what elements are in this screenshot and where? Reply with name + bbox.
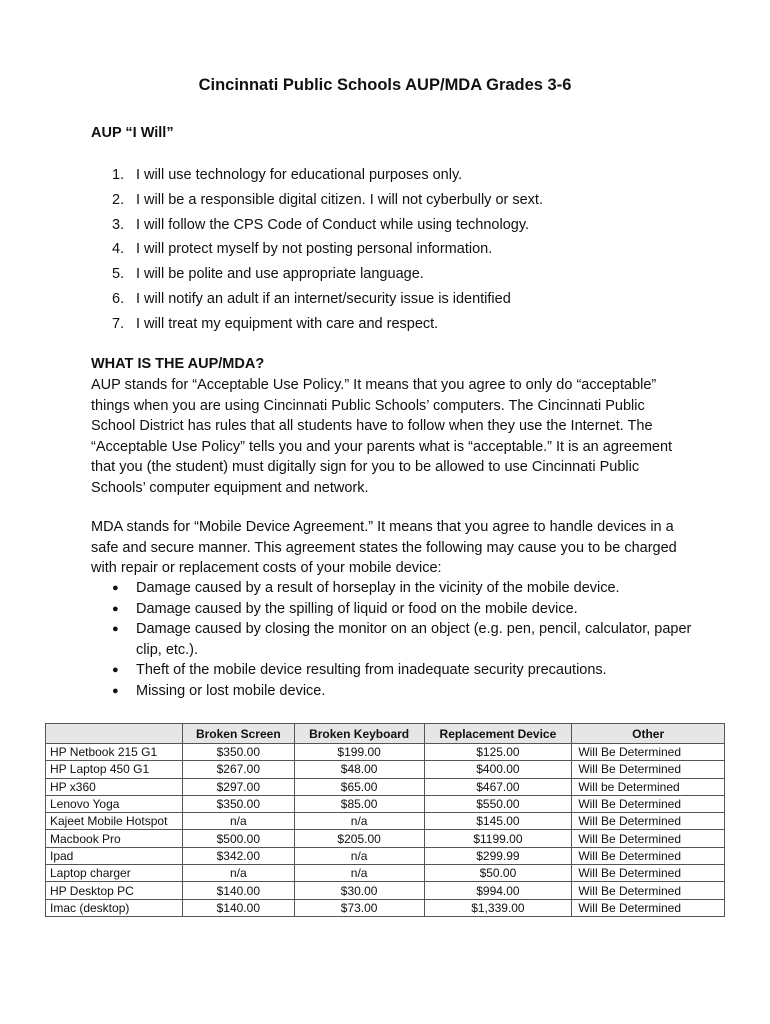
keyboard-cost-cell: $73.00 bbox=[294, 899, 424, 916]
other-cost-cell: Will Be Determined bbox=[572, 882, 725, 899]
other-cost-cell: Will Be Determined bbox=[572, 847, 725, 864]
screen-cost-cell: $140.00 bbox=[182, 882, 294, 899]
other-cost-cell: Will Be Determined bbox=[572, 761, 725, 778]
device-cell: HP Desktop PC bbox=[46, 882, 183, 899]
damage-text: Damage caused by closing the monitor on an object (e.g. pen, pencil, calculator, paper clip, etc.). bbox=[136, 621, 692, 658]
pledge-item bbox=[112, 165, 543, 190]
keyboard-cost-cell: n/a bbox=[294, 847, 424, 864]
pledge-item bbox=[112, 264, 543, 289]
header-device bbox=[46, 724, 183, 744]
pledge-text: I will use technology for educational purposes only. bbox=[136, 167, 463, 183]
aup-heading: AUP “I Will” bbox=[91, 125, 174, 141]
bullet-icon: ● bbox=[112, 602, 119, 615]
damage-list bbox=[112, 578, 692, 701]
table-row bbox=[46, 865, 725, 882]
other-cost-cell: Will Be Determined bbox=[572, 744, 725, 761]
screen-cost-cell: $267.00 bbox=[182, 761, 294, 778]
replacement-cost-cell: $50.00 bbox=[424, 865, 572, 882]
table-row bbox=[46, 795, 725, 812]
replacement-cost-cell: $1,339.00 bbox=[424, 899, 572, 916]
damage-item bbox=[112, 660, 692, 681]
pledge-text: I will notify an adult if an internet/security issue is identified bbox=[136, 290, 511, 307]
replacement-cost-cell: $125.00 bbox=[424, 744, 572, 761]
device-cell: HP Netbook 215 G1 bbox=[46, 744, 183, 761]
replacement-cost-cell: $550.00 bbox=[424, 795, 572, 812]
screen-cost-cell: $350.00 bbox=[182, 795, 294, 812]
other-cost-cell: Will Be Determined bbox=[572, 830, 725, 847]
damage-text: Theft of the mobile device resulting from inadequate security precautions. bbox=[136, 662, 607, 678]
other-cost-cell: Will be Determined bbox=[572, 778, 725, 795]
device-cell: HP x360 bbox=[46, 778, 183, 795]
aup-paragraph: AUP stands for “Acceptable Use Policy.” It means that you agree to only do “acceptable” things when you are using Cincinnati Public Schools’ computers. The Cincinnati Public School District has rules that all students have to follow when they use the Internet. The “Acceptable Use Policy” tells you and your parents what is “acceptable.” It is an agreement that you (the student) must digitally sign for you to be allowed to use Cincinnati Public Schools’ computer equipment and network. bbox=[91, 377, 673, 496]
screen-cost-cell: n/a bbox=[182, 865, 294, 882]
table-row bbox=[46, 830, 725, 847]
pledge-text: I will protect myself by not posting personal information. bbox=[136, 241, 493, 258]
device-cell: Ipad bbox=[46, 847, 183, 864]
replacement-cost-cell: $1199.00 bbox=[424, 830, 572, 847]
device-cell: Kajeet Mobile Hotspot bbox=[46, 813, 183, 830]
screen-cost-cell: $140.00 bbox=[182, 899, 294, 916]
pledge-item bbox=[112, 289, 543, 314]
replacement-cost-cell: $299.99 bbox=[424, 847, 572, 864]
header-replacement-device: Replacement Device bbox=[424, 724, 572, 744]
pledge-text: I will treat my equipment with care and respect. bbox=[136, 315, 439, 332]
table-row bbox=[46, 778, 725, 795]
other-cost-cell: Will Be Determined bbox=[572, 813, 725, 830]
table-header-row bbox=[46, 724, 725, 744]
keyboard-cost-cell: $48.00 bbox=[294, 761, 424, 778]
keyboard-cost-cell: $30.00 bbox=[294, 882, 424, 899]
pledge-number: 4. bbox=[112, 241, 125, 258]
bullet-icon: ● bbox=[112, 684, 119, 697]
pledge-item bbox=[112, 190, 543, 215]
screen-cost-cell: $297.00 bbox=[182, 778, 294, 795]
table-row bbox=[46, 899, 725, 916]
pledge-number: 1. bbox=[112, 167, 125, 183]
bullet-icon: ● bbox=[112, 582, 119, 594]
keyboard-cost-cell: $65.00 bbox=[294, 778, 424, 795]
table-row bbox=[46, 847, 725, 864]
damage-item bbox=[112, 578, 692, 599]
table-row bbox=[46, 744, 725, 761]
table-row bbox=[46, 813, 725, 830]
keyboard-cost-cell: $85.00 bbox=[294, 795, 424, 812]
screen-cost-cell: $342.00 bbox=[182, 847, 294, 864]
damage-text: Damage caused by a result of horseplay in the vicinity of the mobile device. bbox=[136, 580, 620, 596]
repair-cost-table bbox=[45, 723, 725, 917]
other-cost-cell: Will Be Determined bbox=[572, 865, 725, 882]
device-cell: Imac (desktop) bbox=[46, 899, 183, 916]
screen-cost-cell: $350.00 bbox=[182, 744, 294, 761]
damage-text: Missing or lost mobile device. bbox=[136, 682, 326, 699]
header-broken-keyboard: Broken Keyboard bbox=[294, 724, 424, 744]
damage-item bbox=[112, 619, 692, 660]
device-cell: Macbook Pro bbox=[46, 830, 183, 847]
damage-text: Damage caused by the spilling of liquid or food on the mobile device. bbox=[136, 600, 578, 617]
pledge-number: 6. bbox=[112, 290, 125, 307]
pledge-list bbox=[112, 165, 543, 339]
device-cell: HP Laptop 450 G1 bbox=[46, 761, 183, 778]
keyboard-cost-cell: n/a bbox=[294, 813, 424, 830]
other-cost-cell: Will Be Determined bbox=[572, 795, 725, 812]
pledge-item bbox=[112, 215, 543, 240]
header-other: Other bbox=[572, 724, 725, 744]
keyboard-cost-cell: n/a bbox=[294, 865, 424, 882]
pledge-text: I will be a responsible digital citizen. I will not cyberbully or sext. bbox=[136, 191, 543, 208]
bullet-icon: ● bbox=[112, 623, 119, 635]
table-row bbox=[46, 882, 725, 899]
pledge-number: 5. bbox=[112, 266, 125, 283]
keyboard-cost-cell: $199.00 bbox=[294, 744, 424, 761]
pledge-number: 3. bbox=[112, 216, 125, 233]
mda-paragraph: MDA stands for “Mobile Device Agreement.” It means that you agree to handle devices in a safe and secure manner. This agreement states the following may cause you to be charged with repair or replacement costs of your mobile device: bbox=[91, 519, 677, 576]
keyboard-cost-cell: $205.00 bbox=[294, 830, 424, 847]
page-title: Cincinnati Public Schools AUP/MDA Grades 3-6 bbox=[198, 76, 572, 94]
damage-item bbox=[112, 681, 692, 702]
table-row bbox=[46, 761, 725, 778]
screen-cost-cell: $500.00 bbox=[182, 830, 294, 847]
replacement-cost-cell: $145.00 bbox=[424, 813, 572, 830]
other-cost-cell: Will Be Determined bbox=[572, 899, 725, 916]
what-is-heading: WHAT IS THE AUP/MDA? bbox=[91, 356, 265, 372]
pledge-item bbox=[112, 314, 543, 339]
pledge-number: 2. bbox=[112, 191, 125, 208]
device-cell: Lenovo Yoga bbox=[46, 795, 183, 812]
screen-cost-cell: n/a bbox=[182, 813, 294, 830]
bullet-icon: ● bbox=[112, 664, 119, 676]
pledge-number: 7. bbox=[112, 315, 125, 332]
damage-item bbox=[112, 599, 692, 620]
replacement-cost-cell: $400.00 bbox=[424, 761, 572, 778]
pledge-text: I will follow the CPS Code of Conduct while using technology. bbox=[136, 216, 530, 233]
replacement-cost-cell: $994.00 bbox=[424, 882, 572, 899]
pledge-text: I will be polite and use appropriate language. bbox=[136, 266, 424, 283]
pledge-item bbox=[112, 239, 543, 264]
header-broken-screen: Broken Screen bbox=[182, 724, 294, 744]
replacement-cost-cell: $467.00 bbox=[424, 778, 572, 795]
device-cell: Laptop charger bbox=[46, 865, 183, 882]
